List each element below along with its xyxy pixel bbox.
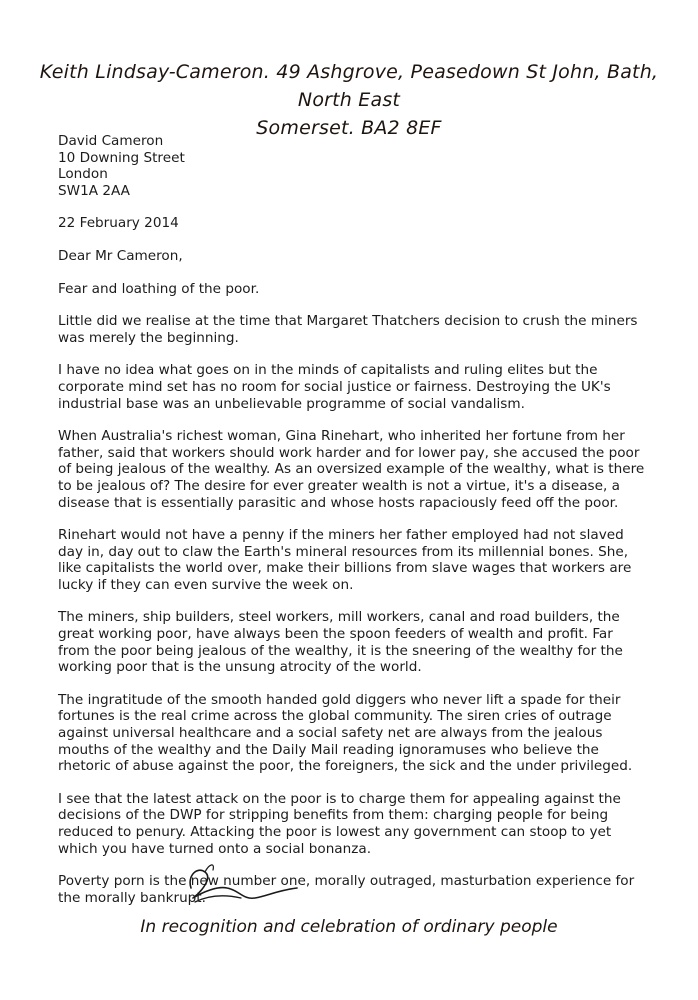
recipient-postcode: SW1A 2AA <box>58 182 130 199</box>
letter-body <box>58 133 648 906</box>
footer-motto: In recognition and celebration of ordinary people <box>140 917 558 937</box>
recipient-address <box>58 133 648 199</box>
letterhead-line-2: Somerset. BA2 8EF <box>256 117 442 139</box>
letterhead <box>30 58 668 142</box>
recipient-city: London <box>58 166 108 183</box>
paragraph: When Australia's richest woman, Gina Rinehart, who inherited her fortune from her father, said that workers should work harder and for lower pay, she accused the poor of being jealous of the wealthy. As an oversized example of the wealthy, what is there to be jealous of? The desire for ever greater wealth is not a virtue, it's a disease, a disease that is essentially parasitic and whose hosts rapaciously feed off the poor. <box>58 428 645 511</box>
paragraph: I see that the latest attack on the poor is to charge them for appealing against the decisions of the DWP for stripping benefits from them: charging people for being reduced to penury. Attacking the poor is lowest any government can stoop to yet which you have turned onto a social bonanza. <box>58 790 621 857</box>
recipient-name: David Cameron <box>58 133 164 149</box>
paragraph: Poverty porn is the new number one, morally outraged, masturbation experience for the morally bankrupt. <box>58 873 635 906</box>
paragraph: The ingratitude of the smooth handed gold diggers who never lift a spade for their fortunes is the real crime across the global community. The siren cries of outrage against universal healthcare and a social safety net are always from the jealous mouths of the wealthy and the Daily Mail reading ignoramuses who believe the rhetoric of abuse against the poor, the foreigners, the sick and the under privileged. <box>58 691 633 775</box>
recipient-street: 10 Downing Street <box>58 149 185 166</box>
letterhead-line-1: Keith Lindsay-Cameron. 49 Ashgrove, Peasedown St John, Bath, North East <box>39 61 659 111</box>
subject-line: Fear and loathing of the poor. <box>58 280 260 297</box>
paragraph: Little did we realise at the time that Margaret Thatchers decision to crush the miners was merely the beginning. <box>58 313 638 346</box>
letter-date: 22 February 2014 <box>58 215 179 232</box>
handwritten-signature <box>183 858 303 914</box>
paragraph: The miners, ship builders, steel workers, mill workers, canal and road builders, the great working poor, have always been the spoon feeders of wealth and profit. Far from the poor being jealous of the wealthy, it is the sneering of the wealthy for the working poor that is the unsung atrocity of the world. <box>58 609 623 676</box>
paragraph: Rinehart would not have a penny if the miners her father employed had not slaved day in, day out to claw the Earth's mineral resources from its millennial bones. She, like capitalists the world over, make their billions from slave wages that workers are lucky if they can even survive the week on. <box>58 527 632 593</box>
salutation: Dear Mr Cameron, <box>58 247 183 264</box>
paragraph: I have no idea what goes on in the minds of capitalists and ruling elites but the corporate mind set has no room for social justice or fairness. Destroying the UK's industrial base was an unbelievable programme of social vandalism. <box>58 362 611 412</box>
